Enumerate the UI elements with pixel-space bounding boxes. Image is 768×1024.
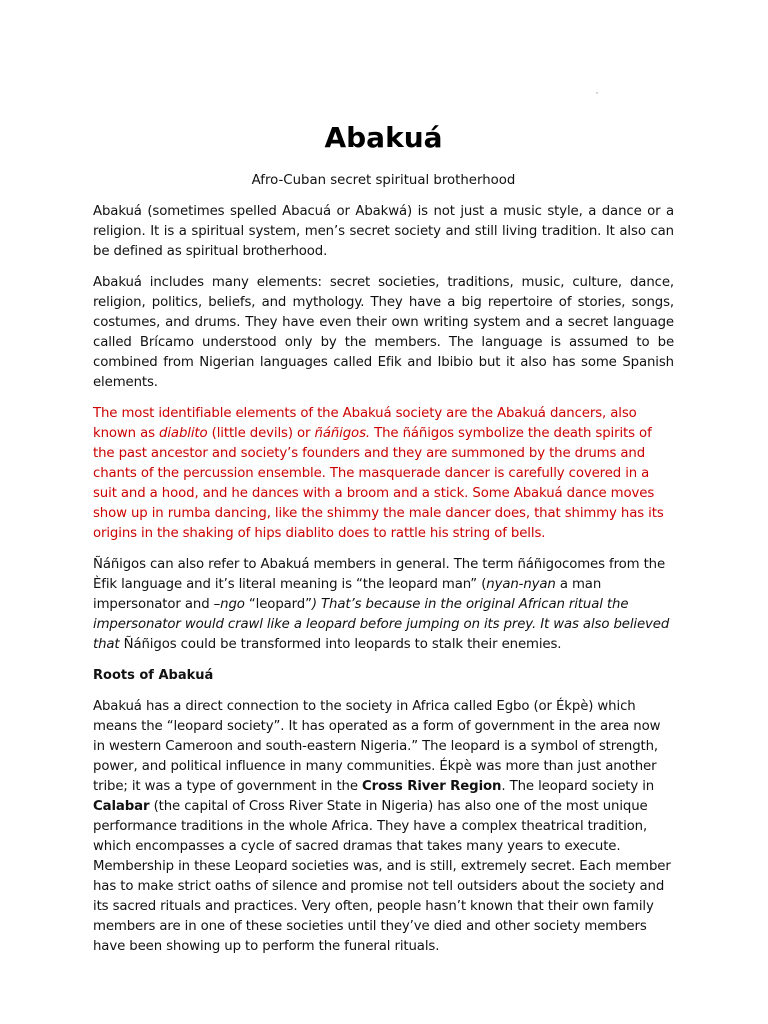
text-run: Abakuá has a direct connection to the society in Africa called Egbo (or Ékpè) which means the “leopard society”. It has operated as a form of government in the area now in western Cameroon and south-eastern Nigeria.” The leopard is a symbol of strength, power, and political influence in many communities. Ékpè was more than just another tribe; it was a type of government in the: [93, 699, 661, 794]
italic-run: ) That’s because in the original African ritual the impersonator would crawl like a leopard before jumping on its prey. It was also believed that: [93, 597, 670, 652]
text-run: Ñáñigos can also refer to Abakuá members in general. The term ñáñigocomes from the Èfik language and it’s literal meaning is “the leopard man” (: [93, 557, 666, 592]
paragraph-roots: [93, 697, 674, 957]
text-run: . The leopard society in: [501, 779, 655, 794]
text-run: could be transformed into leopards to stalk their enemies.: [176, 637, 562, 652]
page-title: Abakuá: [324, 121, 443, 154]
text-run: (little devils) or: [207, 426, 315, 441]
paragraph-dancers: [93, 404, 674, 544]
text-run: The most identifiable elements of the Abakuá society are the Abakuá dancers, also known as: [93, 406, 637, 441]
term-diablito: diablito: [159, 426, 208, 441]
text-run: (the capital of Cross River State in Nigeria) has also one of the most unique performance traditions in the whole Africa. They have a complex theatrical tradition, which encompasses a cycle of sacred dramas that takes many years to execute. Membership in these Leopard societies was, and is still, extremely secret. Each member has to make strict oaths of silence and promise not tell outsiders about the society and its sacred rituals and practices. Very often, people hasn’t known that their own family members are in one of these societies until they’ve died and other society members have been showing up to perform the funeral rituals.: [93, 799, 671, 954]
term-ngo: –ngo: [213, 597, 245, 612]
paragraph-elements: Abakuá includes many elements: secret societies, traditions, music, culture, dance, religion, politics, beliefs, and mythology. They have a big repertoire of stories, songs, costumes, and drums. They have even their own writing system and a secret language called Brícamo understood only by the members. The language is assumed to be combined from Nigerian languages called Efik and Ibibio but it also has some Spanish elements.: [93, 275, 674, 390]
text-run: Ñáñigos: [123, 637, 177, 652]
scan-speck: [596, 92, 598, 94]
section-heading: Roots of Abakuá: [93, 668, 214, 683]
text-run: The ñáñigos symbolize the death spirits of the past ancestor and society’s founders and they are summoned by the drums and chants of the percussion ensemble. The masquerade dancer is carefully covered in a suit and a hood, and he dances with a broom and a stick. Some Abakuá dance moves show up in rumba dancing, like the shimmy the male dancer does, that shimmy has its origins in the shaking of hips diablito does to rattle his string of bells.: [93, 426, 664, 541]
term-cross-river-region: Cross River Region: [362, 779, 502, 794]
paragraph-nanigos: [93, 555, 674, 655]
term-calabar: Calabar: [93, 799, 150, 814]
term-nyan-nyan: nyan-nyan: [486, 577, 556, 592]
paragraph-intro: Abakuá (sometimes spelled Abacuá or Abakwá) is not just a music style, a dance or a religion. It is a spiritual system, men’s secret society and still living tradition. It also can be defined as spiritual brotherhood.: [93, 204, 674, 259]
text-run: “leopard”: [244, 597, 312, 612]
article: [93, 118, 674, 968]
subtitle: Afro-Cuban secret spiritual brotherhood: [251, 173, 516, 188]
text-run: a man impersonator and: [93, 577, 602, 612]
term-nanigos: ñáñigos.: [314, 426, 370, 441]
